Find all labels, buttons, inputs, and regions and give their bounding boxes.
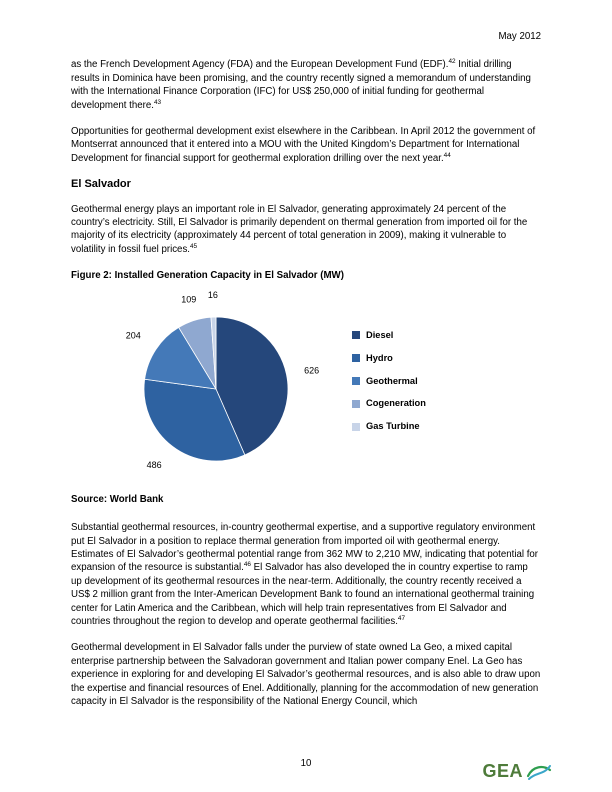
legend-item <box>352 397 426 410</box>
figure-source: Source: World Bank <box>71 493 164 505</box>
pie-value-label: 626 <box>304 365 320 376</box>
gea-logo <box>482 763 552 781</box>
legend-label: Geothermal <box>366 375 418 386</box>
legend-item <box>352 420 426 433</box>
pie-value-label: 16 <box>207 289 218 300</box>
legend-label: Gas Turbine <box>366 421 420 432</box>
figure-caption: Figure 2: Installed Generation Capacity in El Salvador (MW) <box>71 270 344 282</box>
footnote-ref: 44 <box>443 151 451 159</box>
legend-label: Hydro <box>366 352 393 363</box>
chart-legend <box>352 329 426 444</box>
legend-item <box>352 352 426 365</box>
paragraph: Opportunities for geothermal development exist elsewhere in the Caribbean. In April 2012 the government of Montserrat announced that it entered into a MOU with the United Kingdom’s Department for International Development for financial support for geothermal exploration drilling over the next year.$^{44}$ <box>71 126 536 164</box>
pie-chart-svg <box>71 285 371 493</box>
footnote-ref: 47 <box>397 614 406 622</box>
pie-value-label: 486 <box>146 459 162 470</box>
legend-swatch-icon <box>352 377 360 385</box>
paragraph: Substantial geothermal resources, in-country geothermal expertise, and a supportive regulatory environment put El Salvador in a position to replace thermal generation from imported oil with geothermal energy. Estimates of El Salvador’s geothermal potential range from 362 MW to 2,210 MW, indicating that potential for expansion of the resource is substantial.$^{46}$ El Salvador has also developed the in country expertise to ramp up development of its geothermal resources in the near-term. Additionally, the country recently received a US$ 2 million grant from the Inter-American Development Bank to found an international geothermal training center for Latin America and the Caribbean, which will help train representatives from El Salvador and countries throughout the region to develop and operate geothermal facilities.$^{47}$ <box>71 522 539 627</box>
gea-logo-swirl-icon <box>526 763 552 781</box>
pie-value-label: 109 <box>181 294 197 305</box>
header-date: May 2012 <box>498 31 541 42</box>
page-number: 10 <box>300 757 312 769</box>
paragraph: as the French Development Agency (FDA) and the European Development Fund (EDF).$^{42}$ Initial drilling results in Dominica have been promising, and the country recently signed a memorandum of understanding with the International Finance Corporation (IFC) for US$ 250,000 of initial funding for geothermal development there.$^{43}$ <box>71 58 531 111</box>
footnote-ref: 46 <box>243 561 251 569</box>
paragraph: Geothermal energy plays an important role in El Salvador, generating approximately 24 percent of the country’s electricity. Still, El Salvador is primarily dependent on thermal generation from imported oil for the majority of its electricity (approximately 44 percent of total generation in 2009), making it vulnerable to volatility in fossil fuel prices.$^{45}$ <box>71 203 528 255</box>
legend-item <box>352 375 426 388</box>
paragraph: Geothermal development in El Salvador falls under the purview of state owned La Geo, a mixed capital enterprise partnership between the Salvadoran government and Italian power company Enel. La Geo has experience in exploring for and developing El Salvador’s geothermal resources, and is also able to draw upon the expertise and financial resources of Enel. Additionally, planning for the accommodation of new generation capacity in El Salvador is the responsibility of the National Energy Council, which <box>71 642 541 707</box>
legend-swatch-icon <box>352 423 360 431</box>
legend-label: Diesel <box>366 329 394 340</box>
legend-label: Cogeneration <box>366 398 426 409</box>
legend-item <box>352 329 426 342</box>
pie-chart-figure <box>71 285 541 493</box>
gea-logo-text: GEA <box>482 761 523 782</box>
footnote-ref: 43 <box>153 98 162 106</box>
footnote-ref: 42 <box>448 58 456 66</box>
pie-value-label: 204 <box>125 330 141 341</box>
legend-swatch-icon <box>352 354 360 362</box>
legend-swatch-icon <box>352 400 360 408</box>
legend-swatch-icon <box>352 331 360 339</box>
footnote-ref: 45 <box>189 242 198 250</box>
section-heading-el-salvador: El Salvador <box>71 178 131 191</box>
